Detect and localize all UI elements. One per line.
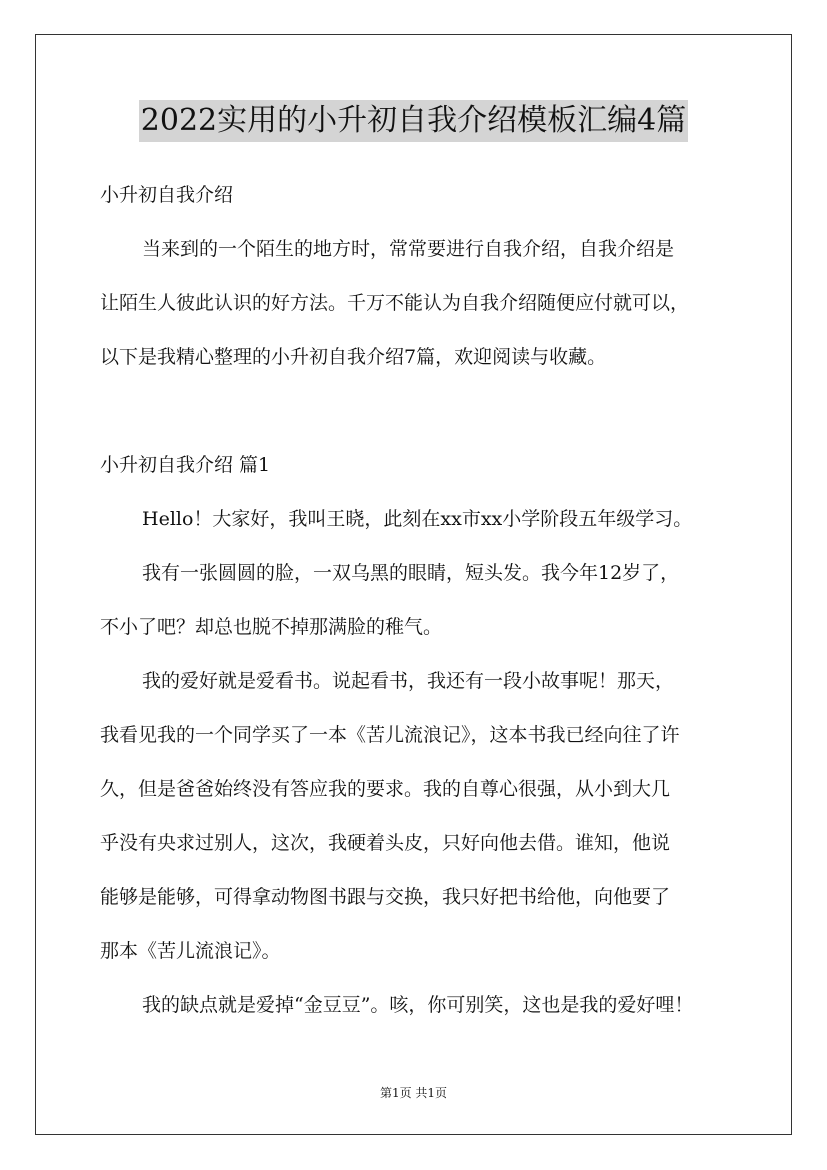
paragraph-line: 乎没有央求过别人，这次，我硬着头皮，只好向他去借。谁知，他说: [100, 832, 671, 854]
section-heading: 小升初自我介绍: [100, 184, 234, 206]
paragraph-line: 那本《苦儿流浪记》。: [100, 940, 281, 962]
paragraph-line: 我看见我的一个同学买了一本《苦儿流浪记》，这本书我已经向往了许: [100, 724, 680, 746]
section-heading: 小升初自我介绍 篇1: [100, 454, 271, 476]
paragraph-line: 我有一张圆圆的脸，一双乌黑的眼睛，短头发。我今年12岁了，: [142, 562, 680, 584]
paragraph-line: 我的缺点就是爱掉“金豆豆”。咳，你可别笑，这也是我的爱好哩！: [142, 994, 694, 1016]
page-footer: 第1页 共1页: [379, 1086, 448, 1100]
paragraph-line: 不小了吧？却总也脱不掉那满脸的稚气。: [100, 616, 443, 638]
paragraph-line: 久，但是爸爸始终没有答应我的要求。我的自尊心很强，从小到大几: [100, 778, 671, 800]
paragraph-line: Hello！大家好，我叫王晓，此刻在xx市xx小学阶段五年级学习。: [142, 508, 693, 530]
paragraph-line: 以下是我精心整理的小升初自我介绍7篇，欢迎阅读与收藏。: [100, 346, 607, 368]
paragraph-line: 能够是能够，可得拿动物图书跟与交换，我只好把书给他，向他要了: [100, 886, 671, 908]
paragraph-line: 让陌生人彼此认识的好方法。千万不能认为自我介绍随便应付就可以，: [100, 292, 690, 314]
paragraph-line: 当来到的一个陌生的地方时，常常要进行自我介绍，自我介绍是: [142, 238, 675, 260]
title-container: [0, 100, 827, 142]
paragraph-line: 我的爱好就是爱看书。说起看书，我还有一段小故事呢！那天，: [142, 670, 675, 692]
document-title: 2022实用的小升初自我介绍模板汇编4篇: [139, 100, 688, 142]
